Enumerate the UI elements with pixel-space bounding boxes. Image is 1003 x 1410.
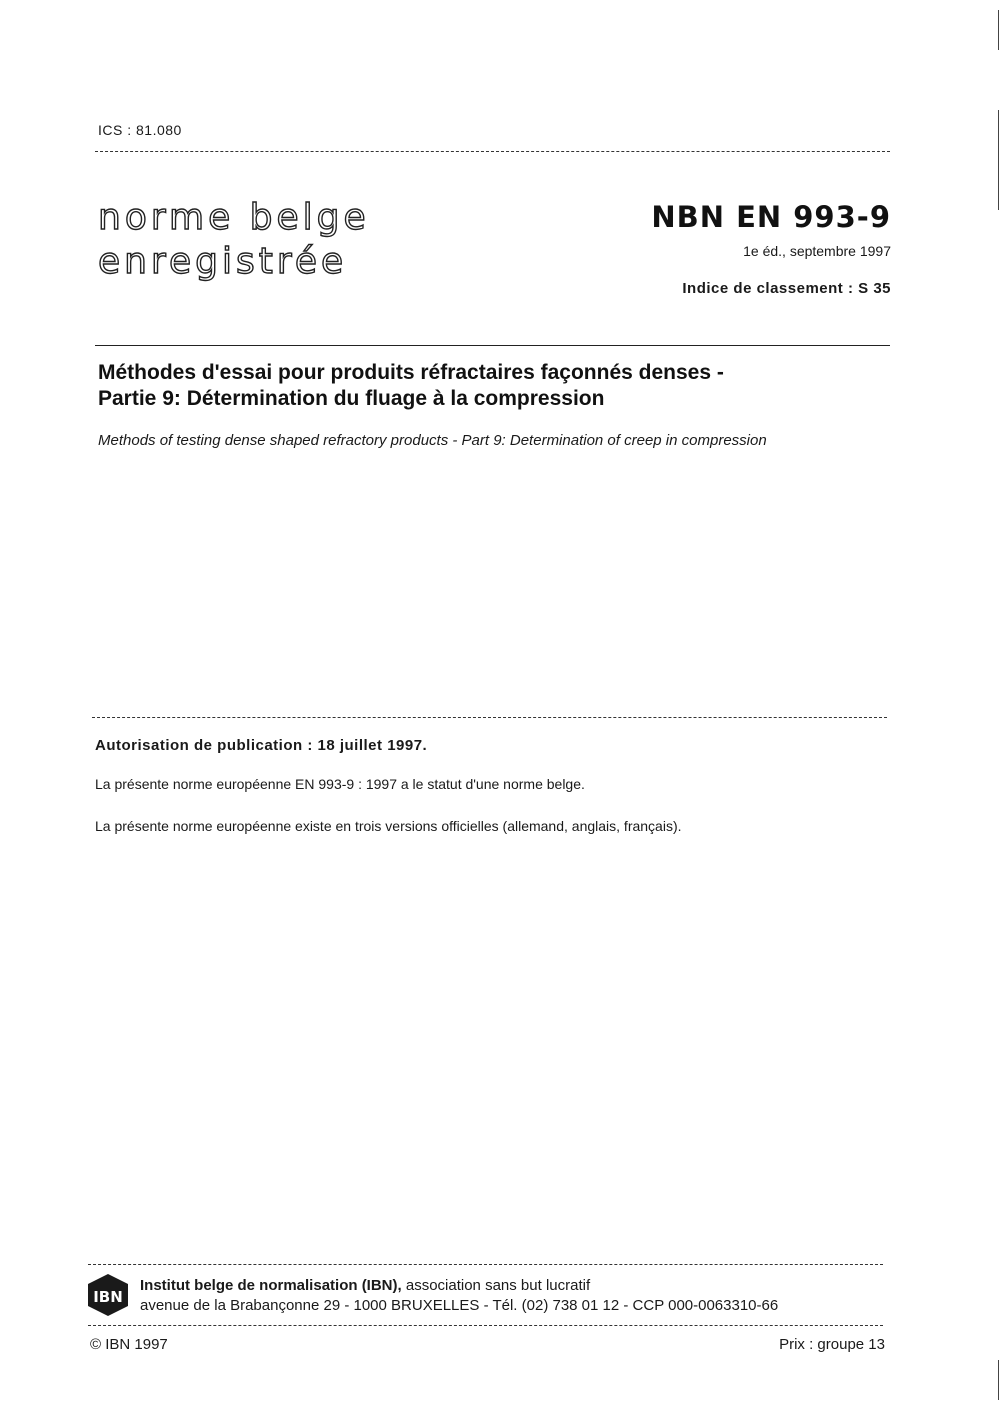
classification-value: S 35 — [858, 280, 891, 297]
document-title-english: Methods of testing dense shaped refractory products - Part 9: Determination of creep in compression — [98, 432, 767, 449]
classification-index — [682, 280, 891, 297]
scan-margin-mark — [998, 10, 999, 50]
institute-description: association sans but lucratif — [405, 1277, 591, 1294]
classification-label: Indice de classement : — [682, 280, 854, 297]
logo-text: IBN — [93, 1288, 123, 1306]
scan-margin-mark — [998, 1360, 999, 1400]
versions-paragraph: La présente norme européenne existe en trois versions officielles (allemand, anglais, français). — [95, 818, 682, 834]
scan-margin-mark — [998, 110, 999, 210]
publication-authorization — [95, 737, 427, 754]
brand-line-2: enregistrée — [98, 241, 348, 282]
title-french-line-1: Méthodes d'essai pour produits réfractaires façonnés denses - — [98, 361, 724, 384]
edition: 1e éd., septembre 1997 — [743, 243, 891, 259]
institute-line — [140, 1277, 590, 1294]
ibn-logo — [86, 1273, 130, 1317]
status-paragraph: La présente norme européenne EN 993-9 : 1997 a le statut d'une norme belge. — [95, 776, 585, 792]
copyright: © IBN 1997 — [90, 1336, 168, 1353]
institute-name: Institut belge de normalisation (IBN), — [140, 1277, 402, 1294]
footer-rule-top — [88, 1264, 883, 1265]
price-group: Prix : groupe 13 — [779, 1336, 885, 1353]
standard-number: NBN EN 993-9 — [651, 200, 891, 234]
ics-code: ICS : 81.080 — [98, 122, 182, 138]
footer-rule-bottom — [88, 1325, 883, 1326]
brand-line-1: norme belge — [98, 197, 370, 238]
authorization-label: Autorisation de publication : — [95, 737, 313, 754]
header-rule — [95, 151, 890, 152]
document-title-french — [98, 360, 893, 412]
section-rule — [92, 717, 887, 718]
title-french-line-2: Partie 9: Détermination du fluage à la compression — [98, 387, 605, 410]
institute-address: avenue de la Brabançonne 29 - 1000 BRUXELLES - Tél. (02) 738 01 12 - CCP 000-0063310-66 — [140, 1297, 779, 1314]
title-rule — [95, 345, 890, 346]
authorization-date: 18 juillet 1997. — [317, 737, 428, 754]
